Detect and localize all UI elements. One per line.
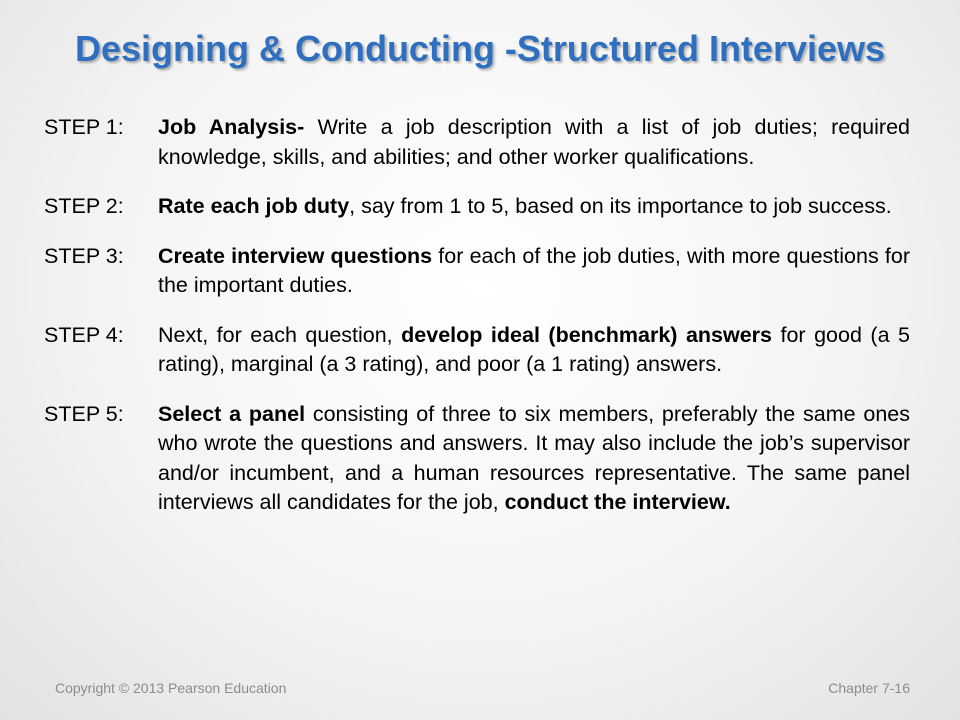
step-3 (44, 242, 910, 301)
step-2-text: , say from 1 to 5, based on its importance to job success. (349, 194, 892, 218)
step-5-label: STEP 5: (44, 401, 124, 426)
step-4-heading: develop ideal (benchmark) answers (401, 322, 772, 347)
step-1 (44, 113, 910, 172)
step-4-text: for good (a 5 rating), marginal (a 3 rating), and poor (a 1 rating) answers. (158, 322, 911, 376)
step-5-text: consisting of three to six members, preferably the same ones who wrote the questions and answers. It may also include the job’s supervisor and/or incumbent, and a human resources representative. The same panel interviews all candidates for the job, (158, 401, 910, 514)
step-5-closing: conduct the interview. (504, 490, 731, 514)
step-5-heading: Select a panel (158, 401, 306, 426)
copyright-footer: Copyright © 2013 Pearson Education (55, 680, 287, 696)
step-1-label: STEP 1: (44, 115, 124, 139)
step-4-intro: Next, for each question, (158, 322, 402, 347)
chapter-footer: Chapter 7-16 (828, 680, 910, 696)
step-2-heading: Rate each job duty (158, 194, 350, 218)
steps-list (44, 113, 910, 518)
step-2 (44, 192, 910, 222)
step-3-text: for each of the job duties, with more questions for the important duties. (158, 243, 910, 297)
step-4 (44, 321, 910, 380)
step-5 (44, 400, 910, 518)
step-2-label: STEP 2: (44, 194, 124, 218)
step-1-text: Write a job description with a list of job duties; required knowledge, skills, and abilities; and other worker qualifications. (158, 115, 910, 169)
step-1-heading: Job Analysis- (158, 115, 305, 139)
step-3-heading: Create interview questions (158, 243, 433, 268)
step-4-label: STEP 4: (44, 322, 124, 347)
slide-title: Designing & Conducting -Structured Interviews (74, 28, 886, 69)
step-3-label: STEP 3: (44, 243, 124, 268)
